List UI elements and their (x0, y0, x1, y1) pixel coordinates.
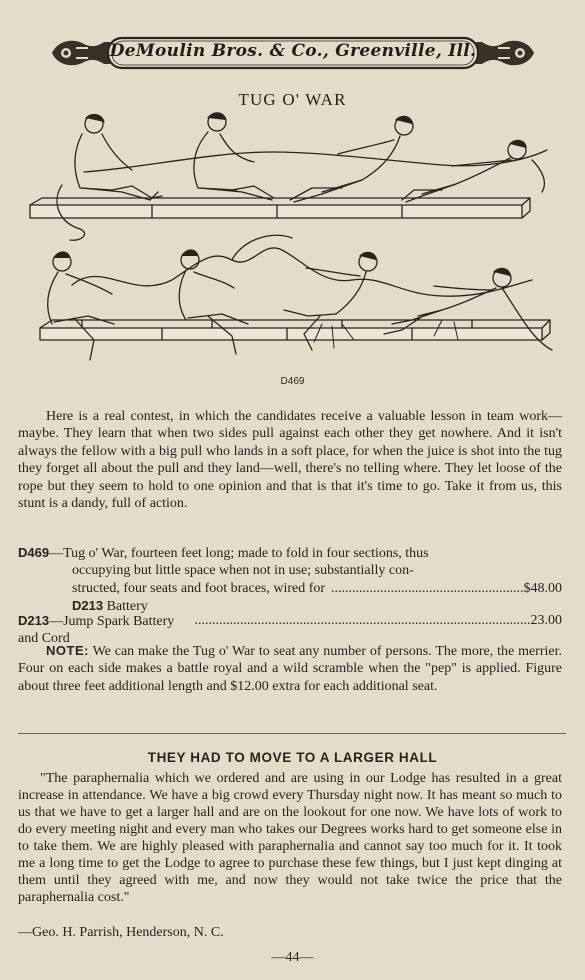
item-price: 23.00 (530, 613, 562, 628)
product-item-d469 (18, 544, 562, 616)
banner-title: DeMoulin Bros. & Co., Greenville, Ill. (109, 41, 477, 61)
item-line-1 (18, 544, 562, 562)
item-code: D213 (18, 613, 50, 628)
item-line-3 (18, 580, 562, 616)
item-description: —Jump Spark Battery and Cord (18, 614, 175, 647)
section-divider (18, 733, 566, 734)
header-banner (48, 34, 538, 72)
item-description: —Tug o' War, fourteen feet long; made to fold in four sections, thus (49, 546, 429, 561)
item-code: D469 (18, 545, 50, 560)
item-desc-suffix: Battery (103, 599, 148, 615)
note-label: NOTE: (46, 643, 89, 658)
item-desc-prefix: structed, four seats and foot braces, wired for (72, 580, 326, 596)
item-price: $48.00 (523, 580, 562, 596)
note-paragraph (18, 642, 562, 695)
testimonial-quote: "The paraphernalia which we ordered and are using in our Lodge has resulted in a great increase in attendance. We have a big crowd every Thursday night now. It has meant so much to us that we have to get a larger hall and are on the lookout for one now. We have lots of work to do every meeting night and every man who takes our Degrees works hard to get someone else in to take them. We are highly pleased with paraphernalia and cannot say too much for it. It took me a long time to get the Lodge to agree to purchase these few things, but I just kept dinging at them until they agreed with me, and now they would not take twice the price that the paraphernalia cost." (18, 771, 562, 905)
note-text: We can make the Tug o' War to seat any number of persons. The more, the merrier. Four on each side makes a battle royal and a wild scramble when the "pep" is applied. Figure about three feet additional length and $12.00 extra for each additional seat. (18, 644, 562, 694)
dot-leader: ....................................................... (331, 580, 524, 596)
item-line-2: occupying but little space when not in use; substantially con- (72, 563, 414, 579)
item-description-end (72, 580, 331, 616)
page-number: —44— (271, 950, 314, 965)
illustration-caption: D469 (280, 376, 305, 387)
dot-leader: ................................................................................................ (194, 613, 531, 628)
testimonial-attribution: —Geo. H. Parrish, Henderson, N. C. (18, 925, 224, 940)
item-ref-code: D213 (72, 598, 104, 614)
page-title: TUG O' WAR (238, 90, 347, 109)
testimonial-heading: THEY HAD TO MOVE TO A LARGER HALL (147, 750, 438, 765)
tug-of-war-illustration (22, 110, 562, 370)
intro-paragraph: Here is a real contest, in which the candidates receive a valuable lesson in team work—maybe. They learn that when two sides pull against each other they get nowhere. And it isn't always the fellow with a big pull who lands in a soft place, for when the juice is shot into the tug they forget all about the pull and they land—well, there's no telling where. They let loose of the rope but they seem to hold to one opinion and that is that it's time to go. Take it from us, this stunt is a dandy, full of action. (18, 409, 562, 512)
